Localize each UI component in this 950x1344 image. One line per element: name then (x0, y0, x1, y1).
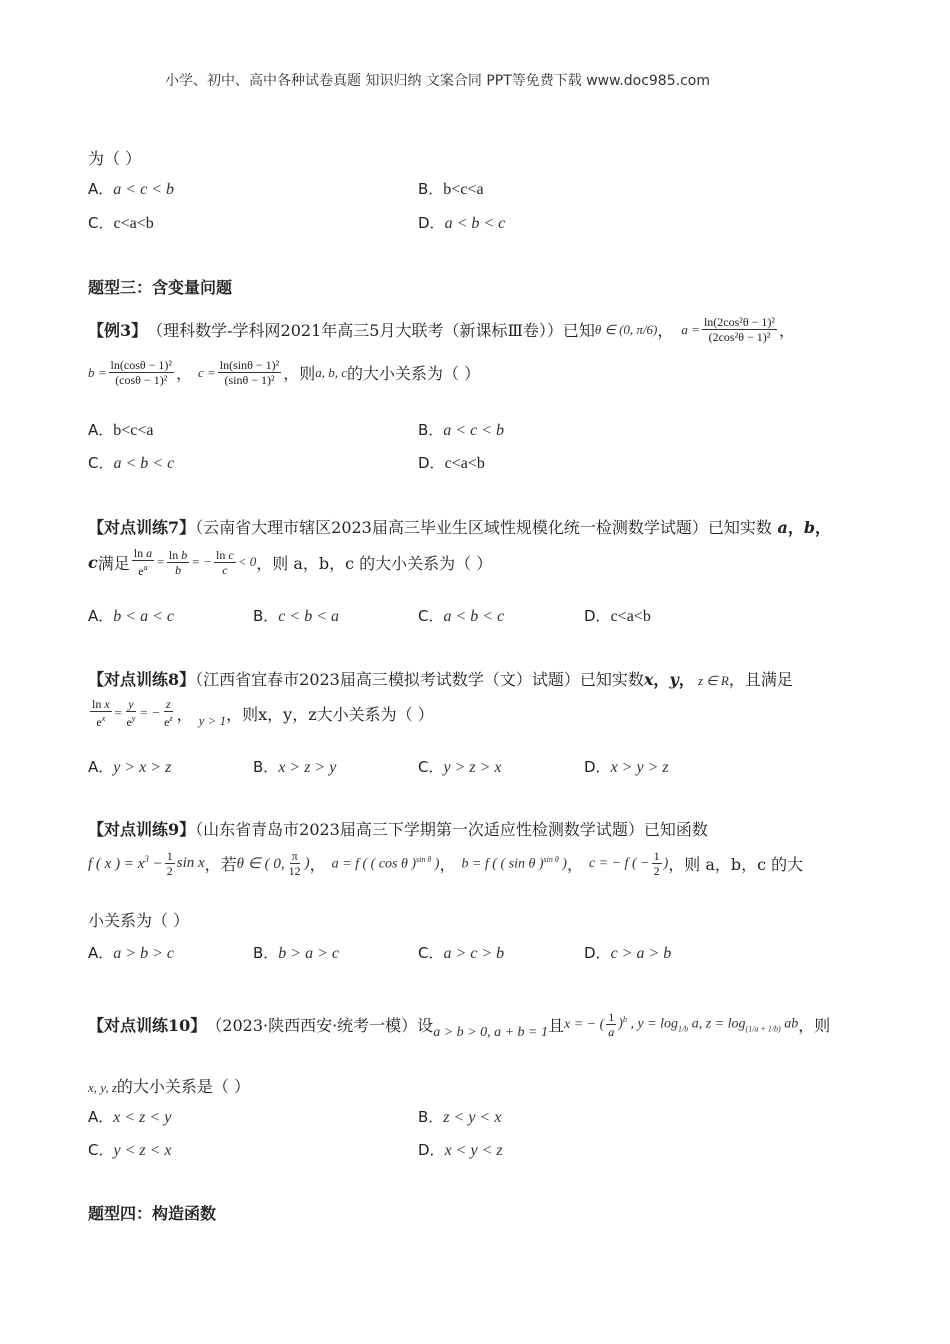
example3-theta-cond: θ ∈ (0, π/6) (594, 321, 658, 337)
training8-option-c: C．y > z > x (418, 758, 502, 776)
training7-option-d: D．c<a<b (584, 607, 651, 625)
training9-line2: f ( x ) = $x^3$ − $\frac{1}{2}$ sin x ，若 θ ∈ ( 0, $\frac{\pi}{12}$ ) ， a = f ( ( cos θ )$^{sin \theta}$ ) ， b = f ( ( sin θ )$^{sin \theta}$ ) ， c = − f ( − $\frac{1}{2}$ ) ，则 a，b，c 的大 (88, 849, 804, 878)
prev-option-b: B．b<c<a (418, 180, 484, 198)
training7-frac-a: $\frac{\text{ln a}}{e^a}$ (133, 546, 153, 578)
example3-c-fraction: $\frac{\text{ln(sinθ − 1)²}}{\text{(sinθ − 1)²}}$ (219, 358, 280, 387)
prev-question-tail: 为（ ） (88, 149, 142, 168)
section3-title: 题型三：含变量问题 (88, 278, 233, 297)
training7-line2: c 满足 $\frac{\text{ln a}}{e^a}$ = $\frac{\text{ln b}}{b}$ = − $\frac{\text{ln c}}{c}$ < 0 ，则 a，b，c 的大小关系为（ ） (88, 546, 493, 578)
example3-option-b: B．a < c < b (418, 421, 504, 439)
example3-option-d: D．c<a<b (418, 454, 485, 472)
training10-option-c: C．y < z < x (88, 1141, 172, 1159)
training9-option-c: C．a > c > b (418, 944, 505, 962)
training9-line3: 小关系为（ ） (88, 911, 190, 930)
training8-option-d: D．x > y > z (584, 758, 669, 776)
training7-line1: 【对点训练7】（云南省大理市辖区2023届高三毕业生区域性规模化统一检测数学试题）已知实数 a，b， (88, 518, 832, 537)
training8-frac-y: $\frac{y}{e^y}$ (126, 697, 136, 729)
page-header: 小学、初中、高中各种试卷真题 知识归纳 文案合同 PPT等免费下载 www.doc985.com (165, 73, 710, 89)
training10-option-a: A．x < z < y (88, 1108, 172, 1126)
training10-line2: x, y, z的大小关系是（ ） (88, 1077, 250, 1096)
training10-line1: 【对点训练10】 （2023·陕西西安·统考一模）设 a > b > 0, a + b = 1 且 x = − ( $\frac{1}{a}$ )$^b$ , $y = \log_{1/b} a$, $z = \log_{(1/a + 1/b)}$ ab ，则 (88, 1010, 831, 1040)
example3-a-fraction: $\frac{\text{ln(2cos²θ − 1)²}}{\text{(2cos²θ − 1)²}}$ (703, 315, 775, 344)
section4-title: 题型四：构造函数 (88, 1204, 217, 1223)
training8-line1: 【对点训练8】（江西省宜春市2023届高三模拟考试数学（文）试题）已知实数x，y， z ∈ R，且满足 (88, 670, 793, 689)
training7-option-b: B．c < b < a (253, 607, 339, 625)
training8-option-b: B．x > z > y (253, 758, 337, 776)
example3-source: （理科数学-学科网2021年高三5月大联考（新课标Ⅲ卷））已知 (147, 321, 595, 340)
training10-option-d: D．x < y < z (418, 1141, 503, 1159)
prev-option-c: C．c<a<b (88, 214, 154, 232)
example3-option-a: A．b<c<a (88, 421, 154, 439)
training7-option-c: C．a < b < c (418, 607, 505, 625)
example3-line2: b = $\frac{\text{ln(cosθ − 1)²}}{\text{(cosθ − 1)²}}$ ， c = $\frac{\text{ln(sinθ − 1)²}}{\text{(sinθ − 1)²}}$ ，则 a, b, c 的大小关系为（ ） (88, 358, 481, 387)
training9-option-b: B．b > a > c (253, 944, 339, 962)
training10-option-b: B．z < y < x (418, 1108, 502, 1126)
training8-frac-x: $\frac{\text{ln x}}{e^x}$ (92, 697, 110, 729)
example3-line1: 【例3】 （理科数学-学科网2021年高三5月大联考（新课标Ⅲ卷））已知 θ ∈ (0, π/6) ， a = $\frac{\text{ln(2cos²θ − 1)²}}{\text{(2cos²θ − 1)²}}$ ， (88, 315, 795, 344)
training8-line2: $\frac{\text{ln x}}{e^x}$ = $\frac{y}{e^y}$ = − $\frac{z}{e^z}$ ， y > 1 ，则x，y，z大小关系为（ ） (92, 697, 434, 729)
example3-b-fraction: $\frac{\text{ln(cosθ − 1)²}}{\text{(cosθ − 1)²}}$ (110, 358, 172, 387)
training7-frac-b: $\frac{\text{ln b}}{b}$ (168, 547, 188, 577)
training9-line1: 【对点训练9】（山东省青岛市2023届高三下学期第一次适应性检测数学试题）已知函数 (88, 820, 708, 839)
example3-tag: 【例3】 (88, 321, 148, 340)
training9-option-a: A．a > b > c (88, 944, 174, 962)
example3-option-c: C．a < b < c (88, 454, 175, 472)
training9-option-d: D．c > a > b (584, 944, 672, 962)
training7-frac-c: $\frac{\text{ln c}}{c}$ (216, 547, 234, 577)
training7-option-a: A．b < a < c (88, 607, 174, 625)
prev-option-a: A．a < c < b (88, 180, 174, 198)
prev-option-d: D．a < b < c (418, 214, 506, 232)
training8-frac-z: $\frac{z}{e^z}$ (164, 697, 173, 729)
training8-option-a: A．y > x > z (88, 758, 172, 776)
